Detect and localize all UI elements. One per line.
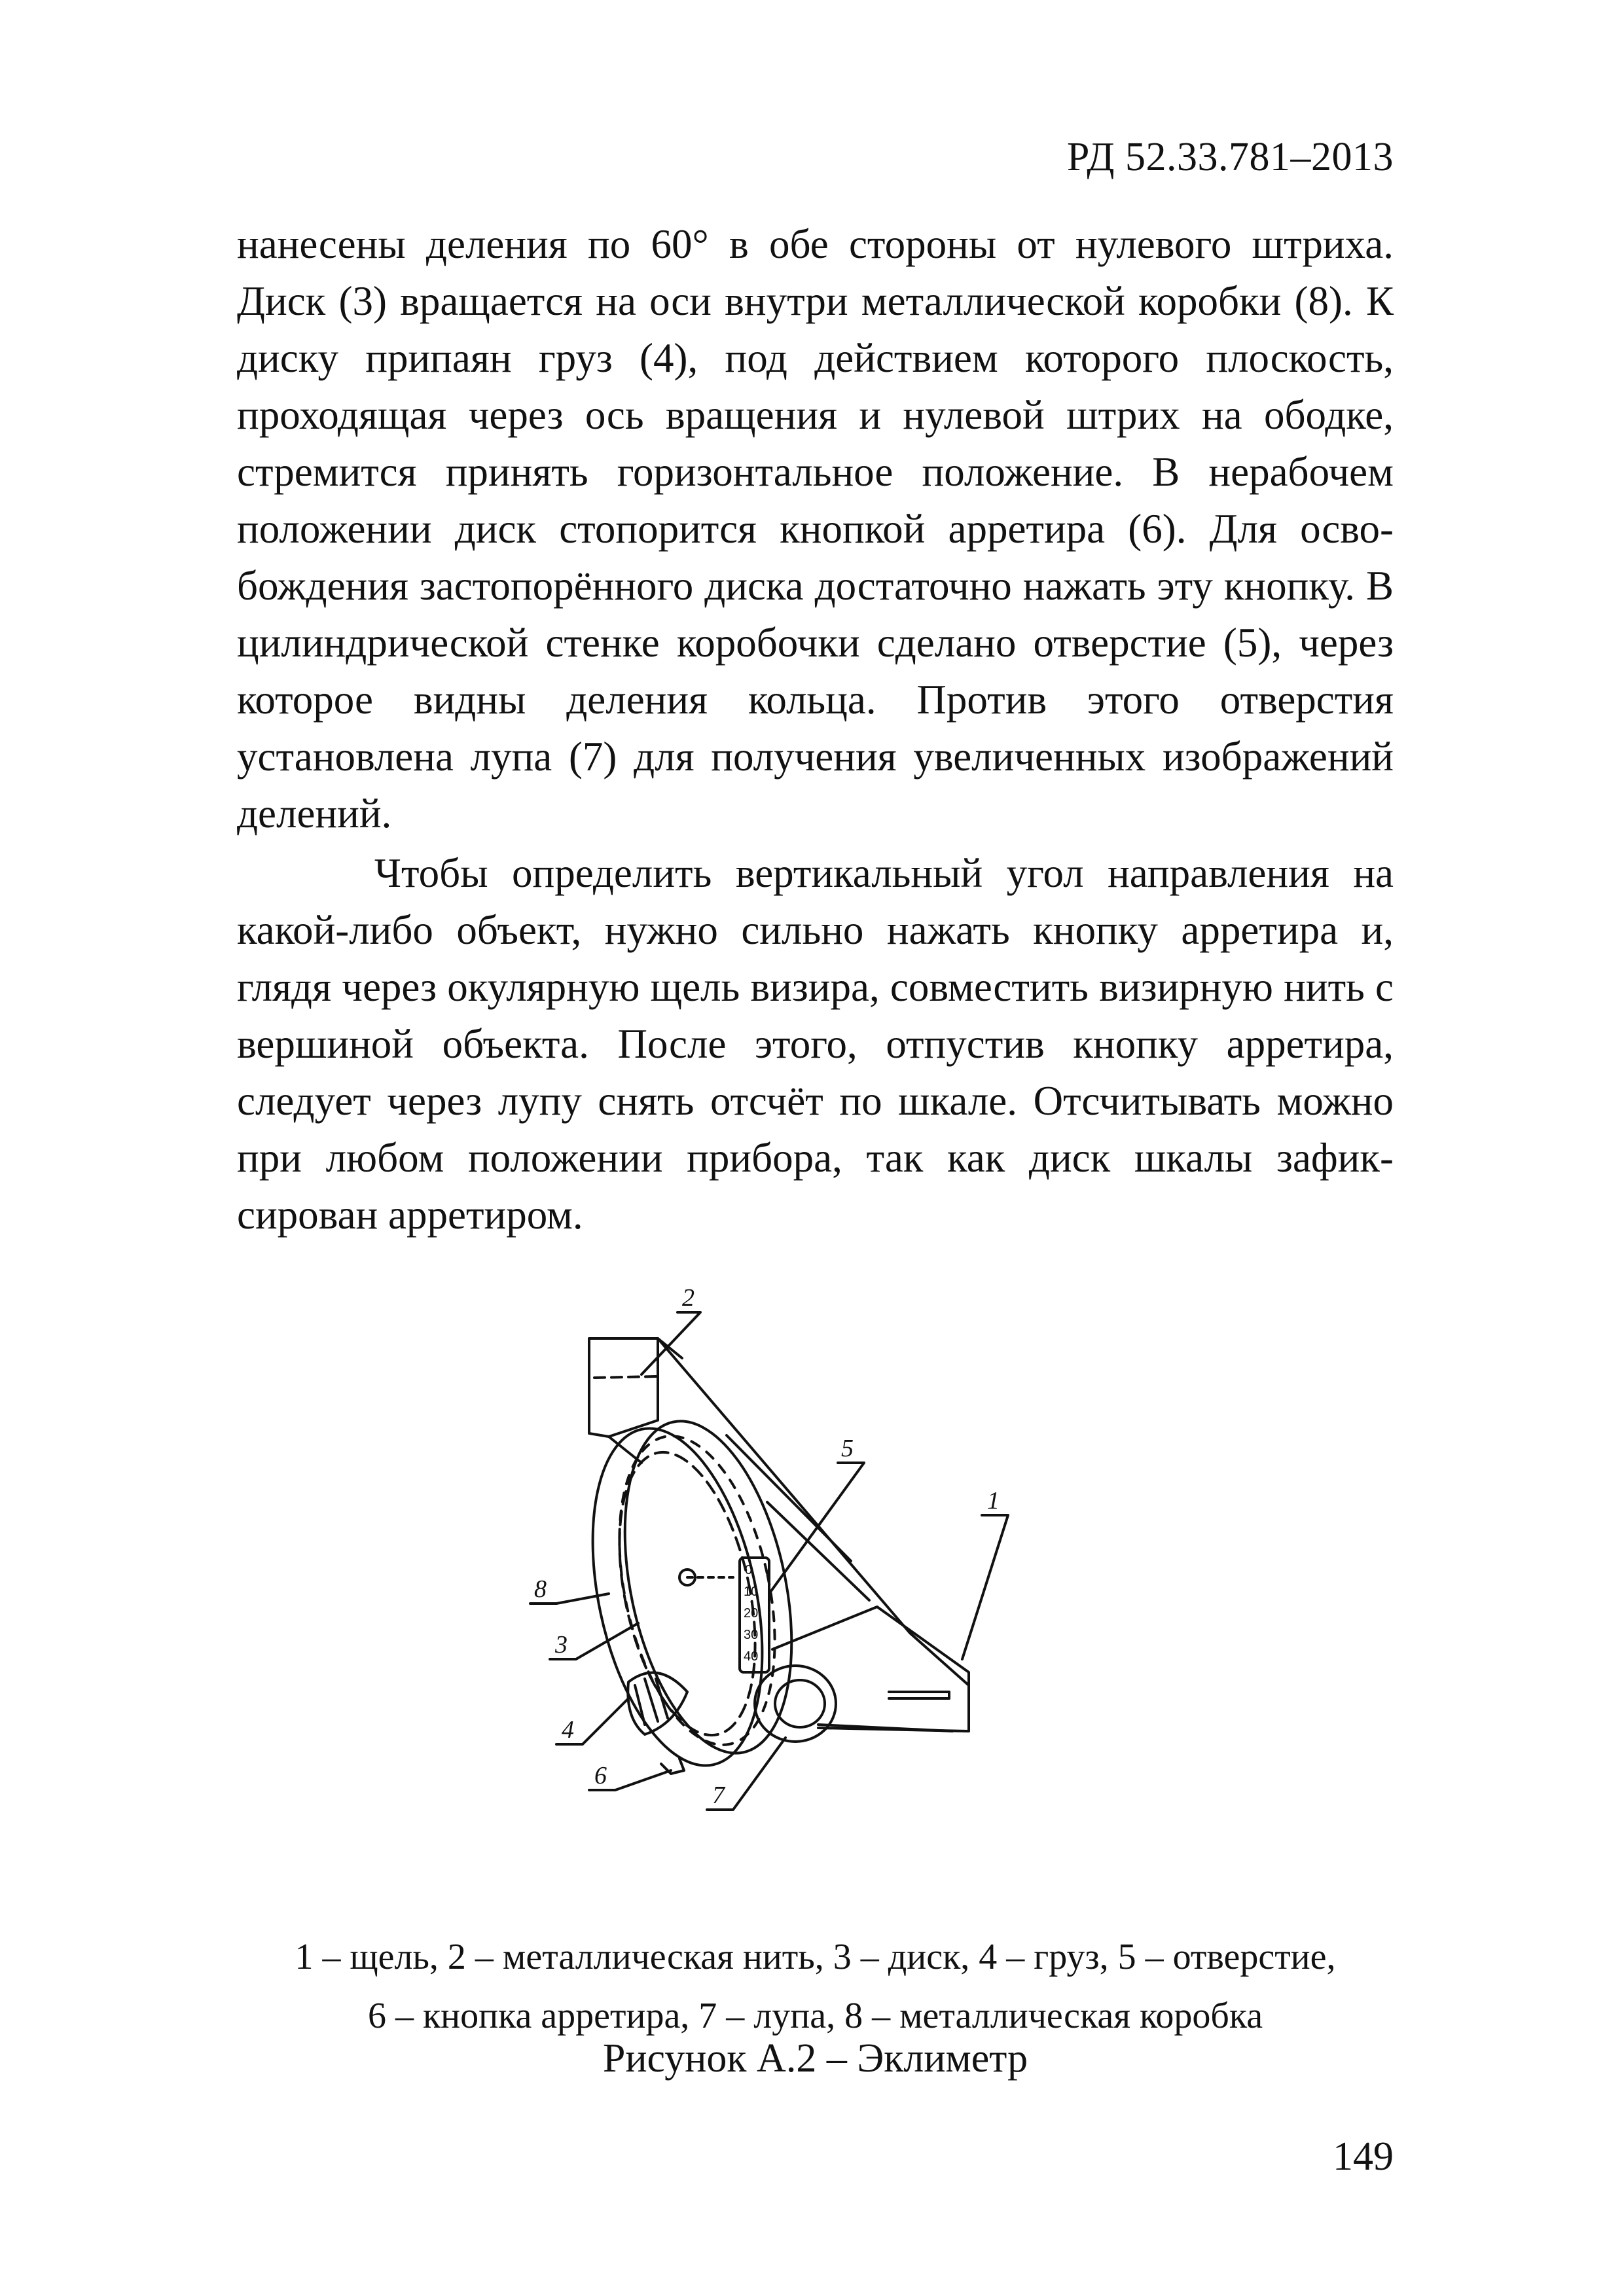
eclimeter-drawing bbox=[511, 1266, 1100, 1908]
callout-3: 3 bbox=[555, 1631, 568, 1659]
paragraph-1: нанесены деления по 60° в обе стороны от нулевого штриха. Диск (3) вращается на оси внутри металлической коробки (8). К диску припаян груз (4), под действием которого плоскость, проходящая через ось вращения и нулевой штрих на ободке, стремится принять горизонтальное положение. В нерабочем положении диск стопорится кнопкой арретира (6). Для освобождения застопорённого диска достаточно нажать эту кнопку. В цилиндрической стенке коробочки сделано отверстие (5), через которое видны деления кольца. Против этого отверстия установлена лупа (7) для получения увеличенных изображений делений. bbox=[237, 221, 1394, 836]
callout-4: 4 bbox=[562, 1716, 574, 1744]
scale-mark-0: 0 bbox=[745, 1563, 753, 1577]
caption-line-2: 6 – кнопка арретира, 7 – лупа, 8 – металлическая коробка bbox=[367, 1996, 1263, 2036]
page-number: 149 bbox=[1333, 2134, 1394, 2179]
document-number: РД 52.33.781–2013 bbox=[1066, 135, 1394, 179]
scale-mark-20: 20 bbox=[744, 1606, 759, 1621]
eclimeter-figure bbox=[511, 1266, 1100, 1908]
callout-2: 2 bbox=[682, 1284, 695, 1312]
leader-1 bbox=[962, 1515, 1008, 1659]
callout-8: 8 bbox=[534, 1575, 547, 1603]
figure-title: Рисунок А.2 – Эклиметр bbox=[602, 2036, 1028, 2081]
callout-7: 7 bbox=[712, 1782, 725, 1809]
callout-6: 6 bbox=[594, 1762, 607, 1789]
scale-mark-40: 40 bbox=[744, 1649, 759, 1664]
body-text bbox=[237, 216, 1394, 1244]
leader-2 bbox=[641, 1312, 700, 1374]
eyepiece-housing bbox=[772, 1607, 969, 1731]
figure-caption bbox=[237, 1928, 1394, 2045]
scale-mark-30: 30 bbox=[744, 1628, 759, 1642]
scale-mark-10: 10 bbox=[744, 1585, 759, 1599]
caption-line-1: 1 – щель, 2 – металлическая нить, 3 – диск, 4 – груз, 5 – отверстие, bbox=[295, 1937, 1336, 1977]
callout-5: 5 bbox=[841, 1435, 854, 1462]
metal-thread bbox=[594, 1376, 656, 1378]
paragraph-2: Чтобы определить вертикальный угол направления на какой-либо объект, нужно сильно нажать кнопку арретира и, глядя через окулярную щель визира, совместить визирную нить с вершиной объекта. После этого, отпустив кнопку арретира, следует через лупу снять отсчёт по шкале. Отсчитывать можно при любом положении прибора, так как диск шкалы зафиксирован арретиром. bbox=[237, 850, 1394, 1238]
leader-5 bbox=[769, 1463, 864, 1594]
sight-box bbox=[589, 1338, 658, 1437]
callout-1: 1 bbox=[987, 1487, 1000, 1515]
